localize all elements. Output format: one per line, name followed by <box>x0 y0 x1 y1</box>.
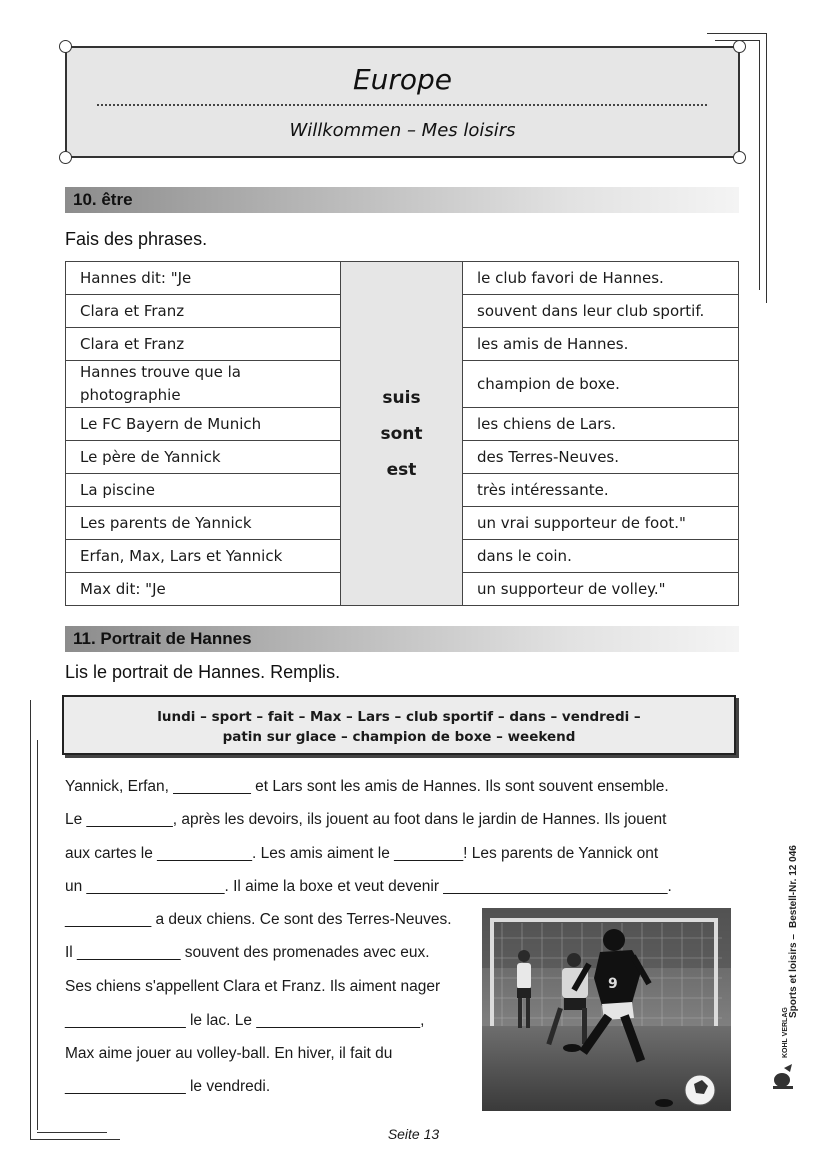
gap-text-line: __________ a deux chiens. Ce sont des Terres-Neuves. <box>65 911 452 928</box>
frame-right-line-2 <box>759 40 760 290</box>
subject-cell: Clara et Franz <box>66 295 341 328</box>
gap-text-line: un ________________. Il aime la boxe et veut devenir __________________________. <box>65 878 672 895</box>
subject-cell: La piscine <box>66 474 341 507</box>
complement-cell: un supporteur de volley." <box>463 573 739 606</box>
corner-ornament <box>59 151 72 164</box>
order-number: Bestell-Nr. 12 046 <box>788 845 799 928</box>
subject-cell: Max dit: "Je <box>66 573 341 606</box>
page-subtitle: Willkommen – Mes loisirs <box>289 120 516 141</box>
table-row <box>66 262 739 295</box>
section-10-instruction: Fais des phrases. <box>65 229 208 249</box>
verb-option: sont <box>380 423 423 444</box>
soccer-photo <box>482 908 731 1111</box>
complement-cell: très intéressante. <box>463 474 739 507</box>
complement-cell: souvent dans leur club sportif. <box>463 295 739 328</box>
dotted-divider <box>97 104 707 106</box>
frame-left-line-2 <box>37 740 38 1130</box>
section-10-header <box>65 187 739 213</box>
gap-text-line: Il ____________ souvent des promenades avec eux. <box>65 944 430 961</box>
complement-cell: les chiens de Lars. <box>463 408 739 441</box>
gap-text-line: Ses chiens s'appellent Clara et Franz. Ils aiment nager <box>65 978 441 995</box>
sidebar-title: Sports et loisirs – <box>788 934 799 1018</box>
section-11-instruction: Lis le portrait de Hannes. Remplis. <box>65 662 341 682</box>
gap-text-line: ______________ le lac. Le ___________________, <box>65 1012 425 1029</box>
section-10-heading: 10. être <box>73 190 133 209</box>
gap-text-line: aux cartes le ___________. Les amis aiment le ________! Les parents de Yannick ont <box>65 845 659 862</box>
section-11-heading: 11. Portrait de Hannes <box>73 629 252 648</box>
frame-right-line <box>766 33 767 303</box>
corner-ornament <box>733 151 746 164</box>
frame-left-line <box>30 700 31 1140</box>
subject-cell: Clara et Franz <box>66 328 341 361</box>
verb-option: suis <box>382 387 421 408</box>
gap-text-line: Max aime jouer au volley-ball. En hiver, il fait du <box>65 1045 393 1062</box>
complement-cell: les amis de Hannes. <box>463 328 739 361</box>
subject-cell: Le FC Bayern de Munich <box>66 408 341 441</box>
complement-cell: dans le coin. <box>463 540 739 573</box>
complement-cell: le club favori de Hannes. <box>463 262 739 295</box>
subject-cell: Hannes dit: "Je <box>66 262 341 295</box>
gap-text-line: ______________ le vendredi. <box>65 1078 271 1095</box>
page-number: Seite 13 <box>387 1126 440 1142</box>
publisher-logo-icon <box>770 1062 800 1094</box>
publisher-name: KOHL VERLAG <box>782 1007 789 1058</box>
complement-cell: un vrai supporteur de foot." <box>463 507 739 540</box>
corner-ornament <box>59 40 72 53</box>
subject-cell: Hannes trouve que la photographie <box>66 361 341 408</box>
word-bank-box <box>62 695 736 755</box>
gap-text-line: Yannick, Erfan, _________ et Lars sont les amis de Hannes. Ils sont souvent ensemble. <box>65 778 669 795</box>
subject-cell: Les parents de Yannick <box>66 507 341 540</box>
word-bank-line: lundi – sport – fait – Max – Lars – club sportif – dans – vendredi – <box>157 709 641 725</box>
subject-cell: Erfan, Max, Lars et Yannick <box>66 540 341 573</box>
svg-text:9: 9 <box>608 976 618 992</box>
gap-text-line: Le __________, après les devoirs, ils jouent au foot dans le jardin de Hannes. Ils jouent <box>65 811 667 828</box>
section-11-header <box>65 626 739 652</box>
sentence-table <box>65 261 739 606</box>
verb-column <box>341 262 463 606</box>
complement-cell: champion de boxe. <box>463 361 739 408</box>
verb-option: est <box>386 459 417 480</box>
page-title: Europe <box>352 63 453 96</box>
frame-top-line <box>707 33 767 34</box>
complement-cell: des Terres-Neuves. <box>463 441 739 474</box>
corner-ornament <box>733 40 746 53</box>
subject-cell: Le père de Yannick <box>66 441 341 474</box>
word-bank-line: patin sur glace – champion de boxe – weekend <box>222 729 576 745</box>
